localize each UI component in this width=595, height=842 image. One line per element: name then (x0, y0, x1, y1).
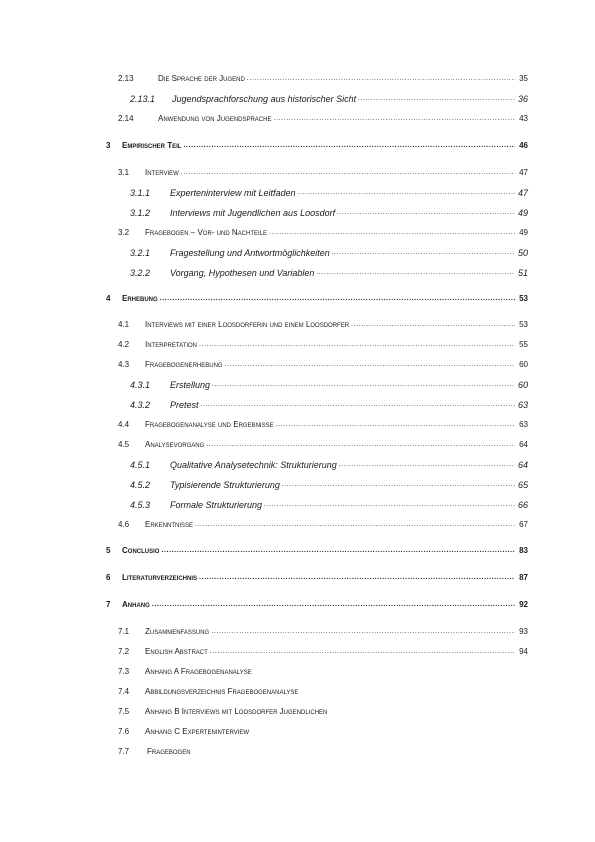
dot-leader (351, 320, 515, 330)
toc-entry-page: 43 (519, 114, 528, 123)
dot-leader (161, 546, 515, 556)
toc-entry-page: 87 (519, 573, 528, 582)
toc-entry-page: 67 (519, 520, 528, 529)
dot-leader (212, 380, 515, 390)
toc-entry-title: Vorgang, Hypothesen und Variablen (170, 268, 315, 278)
toc-entry-title: Interpretation (145, 340, 198, 349)
toc-entry-page: 63 (519, 420, 528, 429)
toc-entry-page: 47 (519, 168, 528, 177)
toc-entry (130, 246, 528, 258)
toc-entry (106, 139, 528, 151)
toc-entry (118, 318, 528, 330)
toc-entry (118, 665, 528, 677)
dot-leader (183, 141, 515, 151)
toc-entry (118, 518, 528, 530)
toc-entry-number: 4.5.2 (130, 480, 151, 490)
toc-entry-title: Anhang (122, 600, 150, 609)
toc-entry-number: 3.2 (118, 228, 130, 237)
dot-leader (337, 208, 515, 218)
toc-entry-page: 93 (519, 627, 528, 636)
toc-entry-number: 5 (106, 546, 111, 555)
toc-entry-page: 60 (517, 380, 528, 390)
toc-entry (130, 398, 528, 410)
toc-entry-number: 7 (106, 600, 111, 609)
toc-entry-page: 50 (517, 248, 528, 258)
toc-entry-title: Typisierende Strukturierung (170, 480, 280, 490)
toc-entry (118, 72, 528, 84)
toc-entry-title: Erhebung (122, 294, 158, 303)
toc-entry-number: 2.14 (118, 114, 134, 123)
toc-entry-page: 83 (519, 546, 528, 555)
toc-entry-number: 2.13 (118, 74, 134, 83)
toc-entry-page: 46 (519, 141, 528, 150)
toc-entry (118, 358, 528, 370)
toc-entry (118, 338, 528, 350)
toc-entry-title: Literaturverzeichnis (122, 573, 198, 582)
toc-entry-page: 55 (519, 340, 528, 349)
toc-entry-number: 7.5 (118, 707, 130, 716)
toc-entry (130, 498, 528, 510)
toc-entry-title: Zusammenfassung (145, 627, 210, 636)
toc-entry-title: Abbildungsverzeichnis Fragebogenanalyse (145, 687, 299, 696)
toc-entry-title: Anhang C Experteninterview (145, 727, 250, 736)
toc-entry (130, 92, 528, 104)
toc-entry-title: Experteninterview mit Leitfaden (170, 188, 296, 198)
toc-entry-title: Qualitative Analysetechnik: Strukturierung (170, 460, 337, 470)
toc-entry-page: 36 (517, 94, 528, 104)
toc-entry-number: 7.2 (118, 647, 130, 656)
toc-entry-number: 4.2 (118, 340, 130, 349)
toc-entry-number: 4.3 (118, 360, 130, 369)
toc-entry (106, 598, 528, 610)
toc-entry-number: 4.4 (118, 420, 130, 429)
dot-leader (247, 74, 515, 84)
toc-entry-number: 7.3 (118, 667, 130, 676)
toc-entry-number: 4.6 (118, 520, 130, 529)
toc-entry-title: Jugendsprachforschung aus historischer Sicht (172, 94, 357, 104)
dot-leader (211, 627, 515, 637)
toc-entry-page: 49 (517, 208, 528, 218)
dot-leader (210, 647, 515, 657)
dot-leader (269, 228, 515, 238)
toc-entry-number: 3.1 (118, 168, 130, 177)
dot-leader (225, 360, 515, 370)
toc-entry-number: 7.1 (118, 627, 130, 636)
toc-entry (130, 266, 528, 278)
toc-entry (118, 685, 528, 697)
toc-entry-number: 4.5.3 (130, 500, 151, 510)
toc-entry-title: Empirischer Teil (122, 141, 182, 150)
toc-entry-number: 3.2.1 (130, 248, 151, 258)
toc-entry-title: Anhang A Fragebogenanalyse (145, 667, 252, 676)
toc-entry-title: Anwendung von Jugendsprache (158, 114, 272, 123)
toc-entry-page: 47 (517, 188, 528, 198)
dot-leader (199, 573, 515, 583)
toc-entry-page: 64 (517, 460, 528, 470)
toc-entry-title: Pretest (170, 400, 199, 410)
toc-entry-page: 51 (517, 268, 528, 278)
toc-entry-number: 7.7 (118, 747, 130, 756)
toc-entry-number: 3.1.2 (130, 208, 151, 218)
toc-entry (130, 206, 528, 218)
toc-entry-page: 65 (517, 480, 528, 490)
dot-leader (160, 294, 515, 304)
toc-entry-number: 7.4 (118, 687, 130, 696)
toc-entry-title: Fragebogen (147, 747, 191, 756)
toc-entry-title: Interviews mit Jugendlichen aus Loosdorf (170, 208, 336, 218)
toc-entry-number: 4.3.2 (130, 400, 151, 410)
toc-entry-page: 64 (519, 440, 528, 449)
toc-entry-number: 4.3.1 (130, 380, 151, 390)
toc-entry-title: Conclusio (122, 546, 160, 555)
dot-leader (181, 168, 515, 178)
dot-leader (201, 400, 515, 410)
dot-leader (195, 520, 515, 530)
toc-entry-page: 63 (517, 400, 528, 410)
toc-entry-number: 3 (106, 141, 111, 150)
toc-entry (118, 166, 528, 178)
toc-entry-number: 4.1 (118, 320, 130, 329)
dot-leader (298, 188, 515, 198)
toc-entry-title: Analysevorgang (145, 440, 205, 449)
toc-entry-number: 6 (106, 573, 111, 582)
toc-entry-page: 35 (519, 74, 528, 83)
toc-entry-title: Fragebogenanalyse und Ergebnisse (145, 420, 274, 429)
toc-entry (118, 725, 528, 737)
toc-entry (118, 418, 528, 430)
toc-entry-title: English Abstract (145, 647, 208, 656)
dot-leader (199, 340, 515, 350)
dot-leader (264, 500, 515, 510)
toc-entry (118, 645, 528, 657)
toc-entry-number: 4.5 (118, 440, 130, 449)
toc-entry-page: 66 (517, 500, 528, 510)
dot-leader (316, 268, 515, 278)
dot-leader (339, 460, 515, 470)
toc-entry-page: 53 (519, 294, 528, 303)
toc-entry-page: 92 (519, 600, 528, 609)
dot-leader (206, 440, 515, 450)
dot-leader (332, 248, 515, 258)
toc-entry-page: 60 (519, 360, 528, 369)
toc-entry-title: Fragestellung und Antwortmöglichkeiten (170, 248, 330, 258)
toc-entry-number: 4.5.1 (130, 460, 151, 470)
toc-entry (118, 745, 528, 757)
toc-entry (106, 571, 528, 583)
toc-entry (118, 705, 528, 717)
toc-entry (130, 378, 528, 390)
dot-leader (273, 114, 515, 124)
toc-entry-page: 53 (519, 320, 528, 329)
toc-entry-number: 4 (106, 294, 111, 303)
dot-leader (152, 600, 515, 610)
toc-entry (106, 292, 528, 304)
toc-entry-page: 94 (519, 647, 528, 656)
toc-entry (118, 625, 528, 637)
toc-entry-title: Interview (145, 168, 179, 177)
toc-entry (118, 226, 528, 238)
toc-entry-title: Interviews mit einer Loosdorferin und einem Loosdorfer (145, 320, 350, 329)
toc-entry (118, 438, 528, 450)
dot-leader (276, 420, 515, 430)
dot-leader (282, 480, 515, 490)
toc-entry-title: Erstellung (170, 380, 211, 390)
dot-leader (358, 94, 515, 104)
toc-entry-number: 7.6 (118, 727, 130, 736)
toc-entry-title: Erkenntnisse (145, 520, 194, 529)
toc-entry-title: Formale Strukturierung (170, 500, 263, 510)
toc-entry-page: 49 (519, 228, 528, 237)
toc-entry (106, 544, 528, 556)
toc-entry-number: 2.13.1 (130, 94, 156, 104)
toc-entry-title: Fragebogen – Vor- und Nachteile (145, 228, 268, 237)
toc-entry-number: 3.2.2 (130, 268, 151, 278)
toc-entry-title: Anhang B Interviews mit Loosdorfer Jugendlichen (145, 707, 328, 716)
toc-entry-title: Die Sprache der Jugend (158, 74, 245, 83)
toc-entry (130, 186, 528, 198)
toc-entry-number: 3.1.1 (130, 188, 151, 198)
toc-entry (130, 478, 528, 490)
toc-entry-title: Fragebogenerhebung (145, 360, 223, 369)
toc-entry (130, 458, 528, 470)
toc-entry (118, 112, 528, 124)
